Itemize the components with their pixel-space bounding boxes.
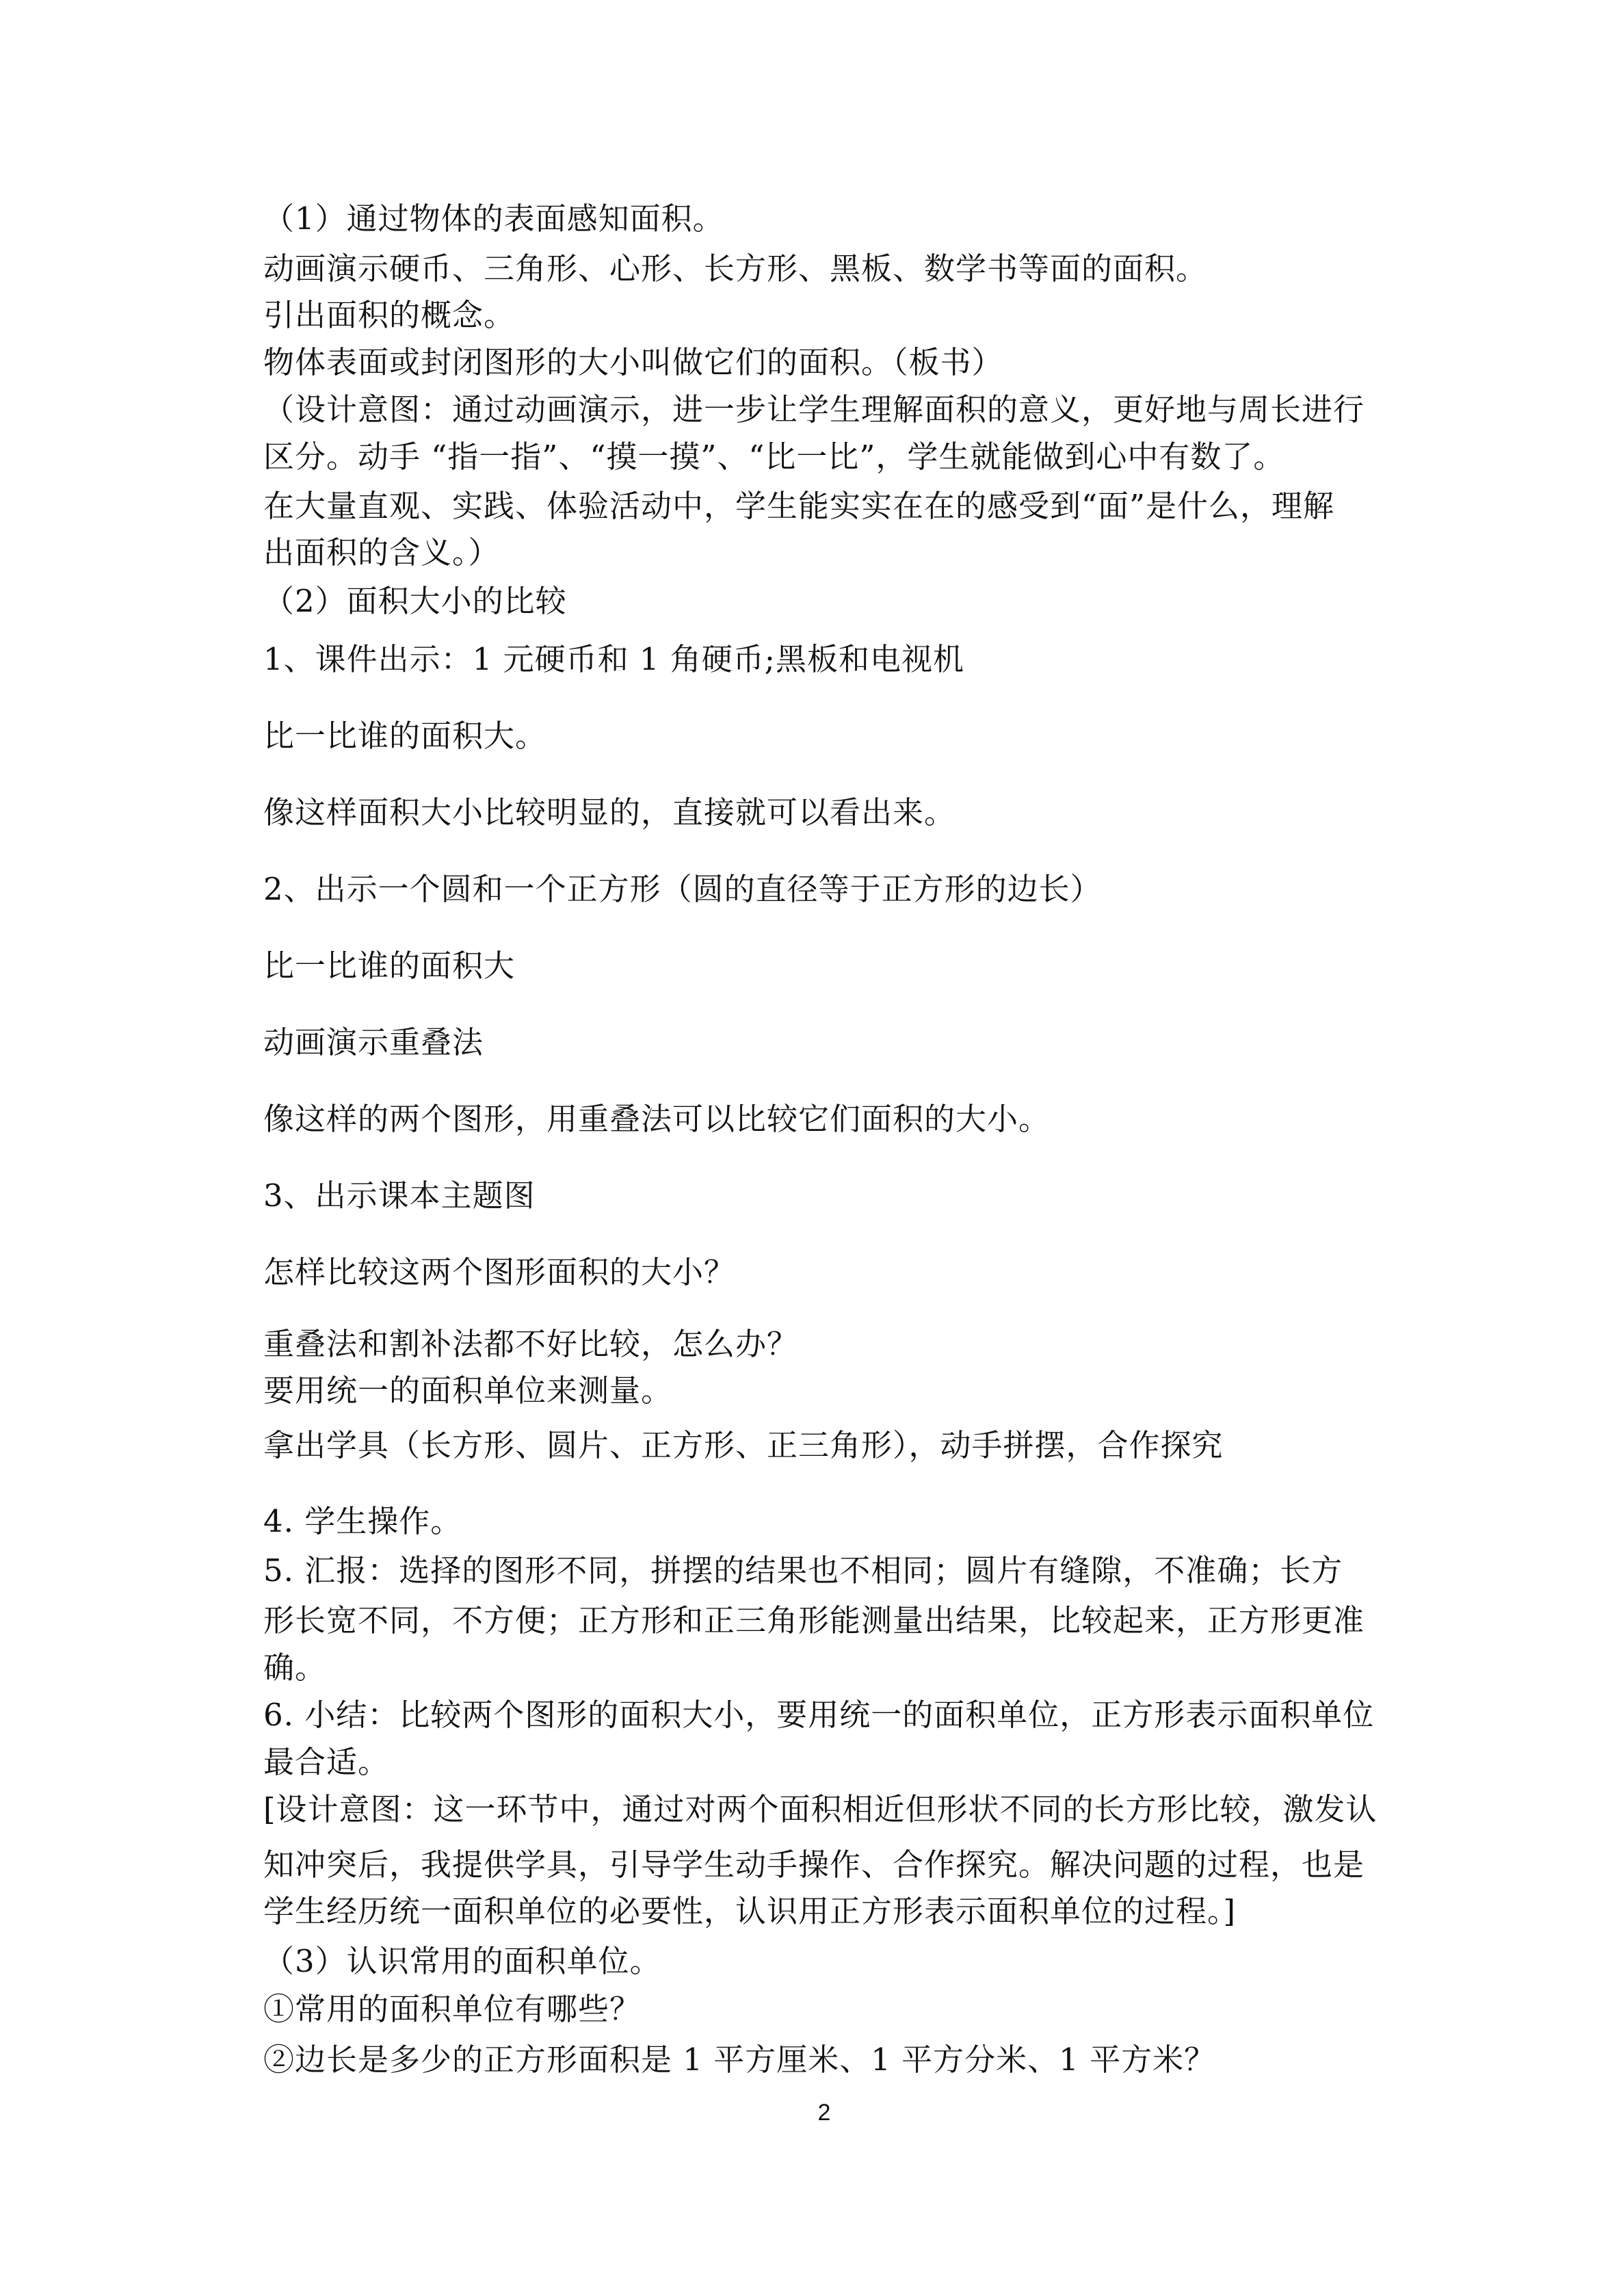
section-heading: （2）面积大小的比较 (263, 583, 567, 619)
text-line: 1、课件出示：1 元硬币和 1 角硬币;黑板和电视机 (263, 641, 964, 677)
text-line: 6. 小结：比较两个图形的面积大小，要用统一的面积单位，正方形表示面积单位 (263, 1697, 1375, 1733)
text-line: 区分。动手 “指一指”、“摸一摸”、“比一比”，学生就能做到心中有数了。 (263, 439, 1285, 475)
section-heading: （3）认识常用的面积单位。 (263, 1943, 661, 1979)
text-line: ②边长是多少的正方形面积是 1 平方厘米、1 平方分米、1 平方米？ (263, 2041, 1216, 2078)
text-line: 学生经历统一面积单位的必要性，认识用正方形表示面积单位的过程。] (263, 1893, 1237, 1929)
page-number: 2 (817, 2100, 831, 2126)
text-line: 比一比谁的面积大 (263, 948, 516, 984)
text-line: （设计意图：通过动画演示，进一步让学生理解面积的意义，更好地与周长进行 (263, 391, 1365, 428)
text-line: 拿出学具（长方形、圆片、正方形、正三角形），动手拼摆，合作探究 (263, 1427, 1224, 1463)
text-line: 动画演示重叠法 (263, 1024, 484, 1060)
text-line: 在大量直观、实践、体验活动中，学生能实实在在的感受到“面”是什么，理解 (263, 488, 1335, 524)
text-line: 4. 学生操作。 (263, 1503, 462, 1539)
text-line: 知冲突后，我提供学具，引导学生动手操作、合作探究。解决问题的过程，也是 (263, 1847, 1365, 1883)
text-line: 像这样面积大小比较明显的，直接就可以看出来。 (263, 794, 956, 831)
text-line: 要用统一的面积单位来测量。 (263, 1372, 673, 1409)
text-line: [设计意图：这一环节中，通过对两个面积相近但形状不同的长方形比较，激发认 (263, 1791, 1378, 1827)
text-line: 怎样比较这两个图形面积的大小？ (263, 1254, 736, 1290)
text-line: 比一比谁的面积大。 (263, 718, 547, 754)
text-line: 像这样的两个图形，用重叠法可以比较它们面积的大小。 (263, 1101, 1051, 1137)
text-line: 重叠法和割补法都不好比较，怎么办？ (263, 1326, 799, 1362)
text-line: 5. 汇报：选择的图形不同，拼摆的结果也不相同；圆片有缝隙，不准确；长方 (263, 1552, 1343, 1589)
text-line: 物体表面或封闭图形的大小叫做它们的面积。（板书） (263, 344, 1003, 380)
text-line: 形长宽不同，不方便；正方形和正三角形能测量出结果，比较起来，正方形更准 (263, 1602, 1365, 1639)
text-line: 3、出示课本主题图 (263, 1177, 536, 1214)
text-line: 引出面积的概念。 (263, 297, 516, 333)
text-line: ①常用的面积单位有哪些？ (263, 1991, 642, 2027)
text-line: 2、出示一个圆和一个正方形（圆的直径等于正方形的边长） (263, 871, 1102, 907)
text-line: 出面积的含义。） (263, 534, 500, 571)
text-line: （1）通过物体的表面感知面积。 (263, 200, 724, 237)
text-line: 最合适。 (263, 1744, 390, 1780)
text-line: 动画演示硬币、三角形、心形、长方形、黑板、数学书等面的面积。 (263, 250, 1208, 287)
text-line: 确。 (263, 1649, 327, 1686)
